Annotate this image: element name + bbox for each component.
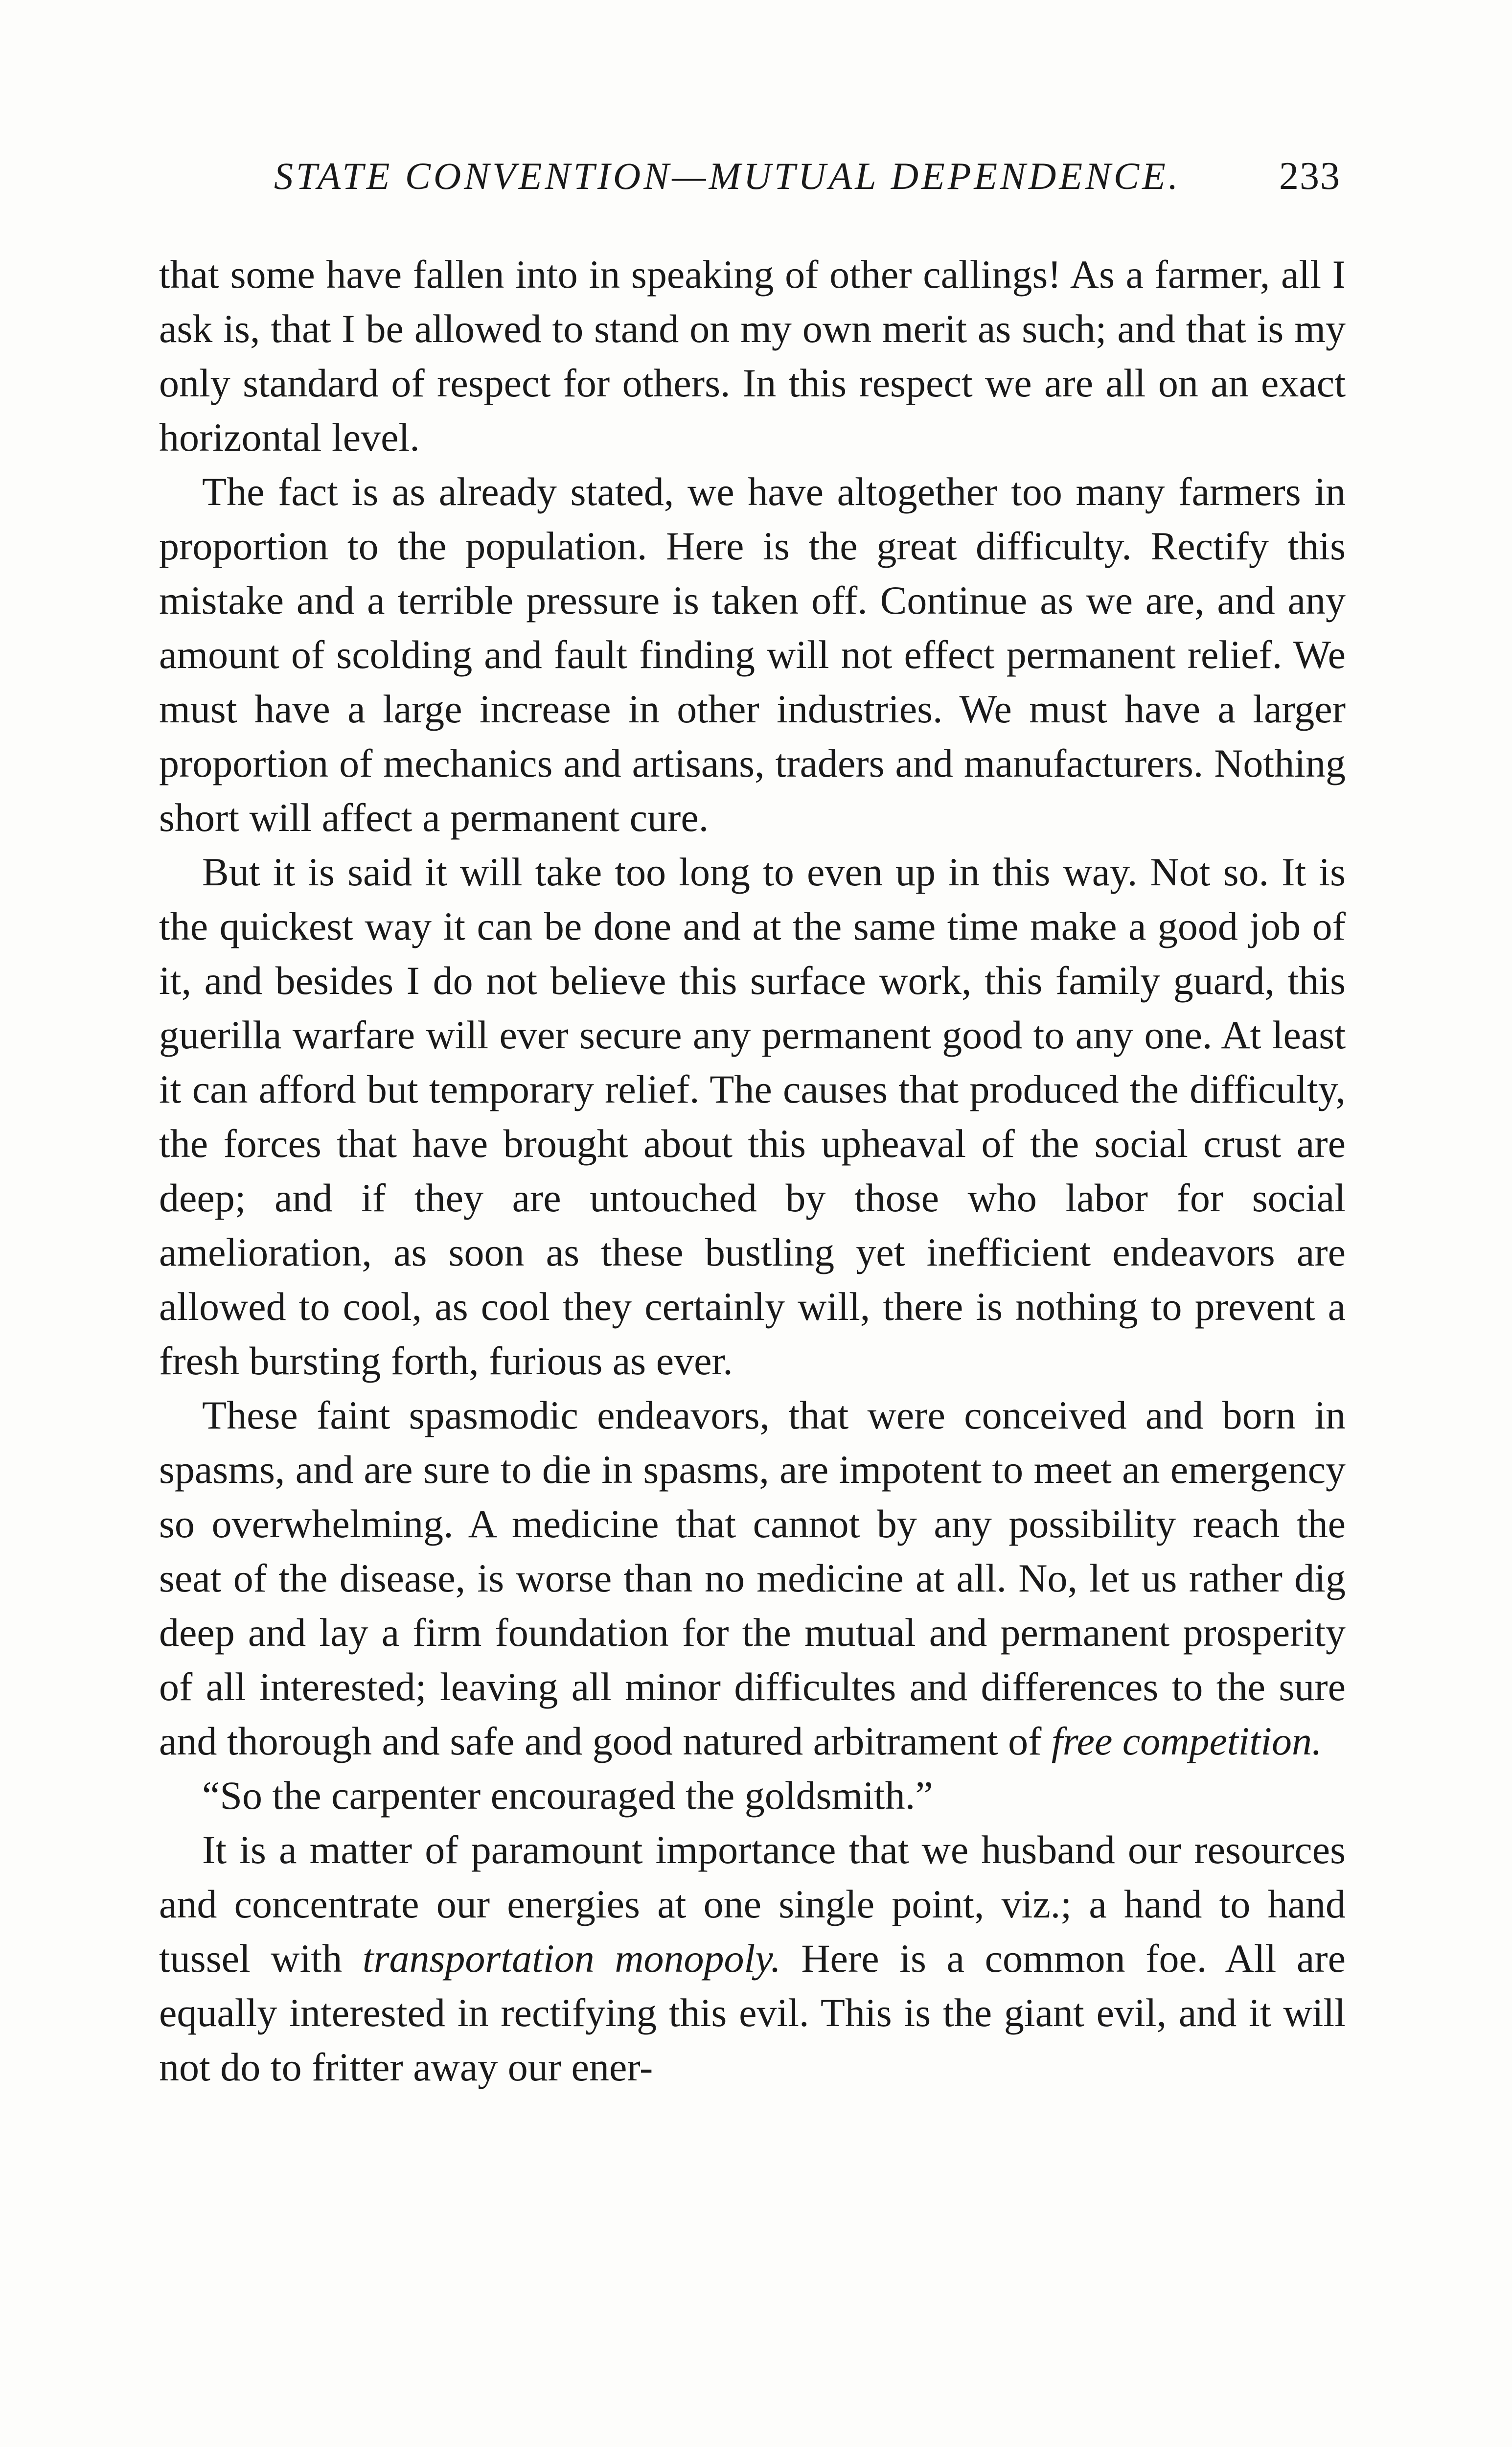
body-text [159, 247, 1346, 2094]
paragraph-spasmodic-text: These faint spasmodic endeavors, that were conceived and born in spasms, and are sure to die in spasms, are impotent to meet an emergency so overwhelming. A medicine that cannot by any possibility reach the seat of the disease, is worse than no medicine at all. No, let us rather dig deep and lay a firm foundation for the mutual and permanent prosperity of all interested; leaving all minor difficultes and differences to the sure and thorough and safe and good natured arbitrament of [159, 1393, 1346, 1763]
paragraph-transportation-monopoly [159, 1823, 1346, 2094]
paragraph-monopoly-text-after: Here is a common foe. All are equally interested in rectifying this evil. This is the giant evil, and it will not do to fritter away our ener- [159, 1936, 1346, 2089]
page-header [274, 154, 1341, 213]
italic-transportation-monopoly: transportation monopoly. [362, 1936, 781, 1981]
paragraph-too-many-farmers: The fact is as already stated, we have altogether too many farmers in proportion to the population. Here is the great difficulty. Rectify this mistake and a terrible pressure is taken off. Continue as we are, and any amount of scolding and fault finding will not effect permanent relief. We must have a large increase in other industries. We must have a larger proportion of mechanics and artisans, traders and manufacturers. Nothing short will affect a permanent cure. [159, 469, 1346, 840]
paragraph-carpenter-quote: “So the carpenter encouraged the goldsmith.” [202, 1773, 933, 1818]
paragraph-quickest-way: But it is said it will take too long to even up in this way. Not so. It is the quickest way it can be done and at the same time make a good job of it, and besides I do not believe this surface work, this family guard, this guerilla warfare will ever secure any permanent good to any one. At least it can afford but temporary relief. The causes that produced the difficulty, the forces that have brought about this upheaval of the social crust are deep; and if they are untouched by those who labor for social amelioration, as soon as these bustling yet inefficient endeavors are allowed to cool, as cool they certainly will, there is nothing to prevent a fresh bursting forth, furious as ever. [159, 850, 1346, 1383]
italic-free-competition: free competition. [1051, 1719, 1322, 1763]
paragraph-monopoly-text-before: It is a matter of paramount importance that we husband our resources and concentrate our energies at one single point, viz.; a hand to hand tussel with [159, 1827, 1346, 1981]
paragraph-continuation: that some have fallen into in speaking of other callings! As a farmer, all I ask is, that I be allowed to stand on my own merit as such; and that is my only standard of respect for others. In this respect we are all on an exact horizontal level. [159, 252, 1346, 460]
page-number: 233 [1279, 155, 1341, 198]
running-head: STATE CONVENTION—MUTUAL DEPENDENCE. [274, 155, 1181, 197]
paragraph-spasmodic-endeavors [159, 1388, 1346, 1768]
